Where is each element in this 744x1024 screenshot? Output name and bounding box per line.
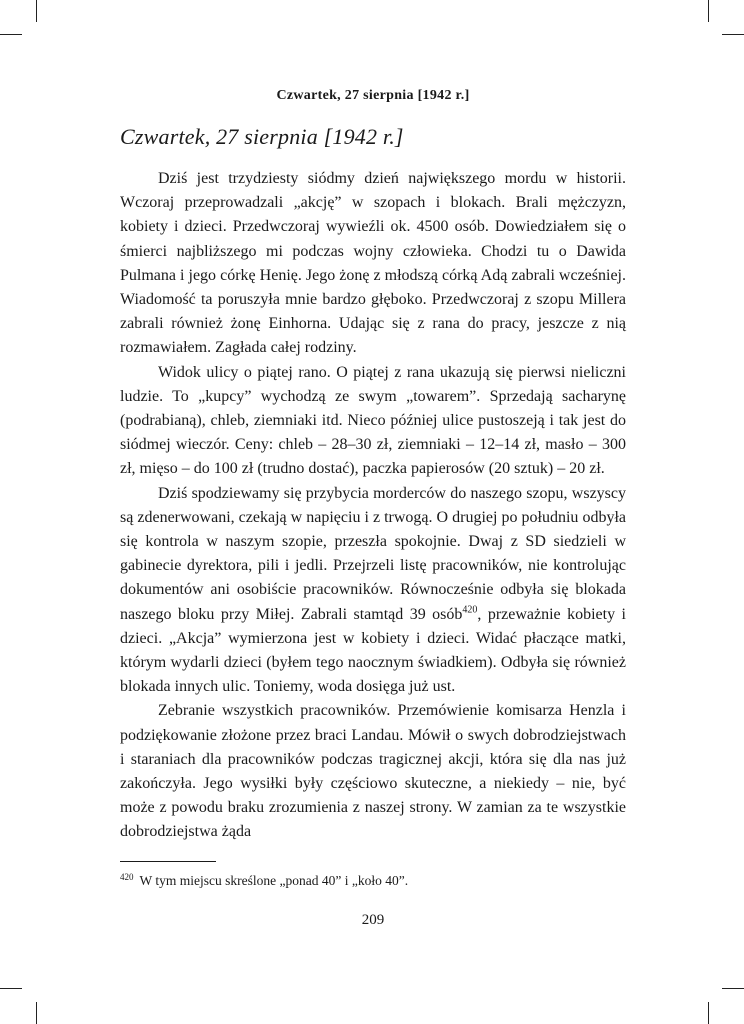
footnote-text: W tym miejscu skreślone „ponad 40” i „koło 40”.	[139, 873, 409, 888]
footnote-divider	[120, 861, 216, 862]
paragraph	[120, 482, 626, 700]
paragraph: Widok ulicy o piątej rano. O piątej z rana ukazują się pierwsi nieliczni ludzie. To „kupcy” wychodzą ze swym „towarem”. Sprzedają sacharynę (podrabianą), chleb, ziemniaki itd. Nieco później ulice pustoszeją i tak jest do siódmej wieczór. Ceny: chleb – 28–30 zł, ziemniaki – 12–14 zł, masło – 300 zł, mięso – do 100 zł (trudno dostać), paczka papierosów (20 sztuk) – 20 zł.	[120, 363, 626, 478]
page-number: 209	[361, 912, 385, 928]
crop-mark	[36, 1002, 37, 1024]
crop-mark	[0, 988, 22, 989]
crop-mark	[722, 34, 744, 35]
running-head: Czwartek, 27 sierpnia [1942 r.]	[276, 88, 470, 103]
footnote-reference[interactable]: 420	[462, 604, 478, 616]
paragraph-text: , przeważnie kobiety i dzieci. „Akcja” wymierzona jest w kobiety i dzieci. Widać płaczące matki, którym wydarli dzieci (byłem tego naocznym świadkiem). Odbyła się również blokada innych ulic. Toniemy, woda dosięga już ust.	[120, 605, 626, 696]
body-text	[120, 167, 626, 845]
crop-mark	[0, 34, 22, 35]
crop-mark	[708, 1002, 709, 1024]
chapter-title: Czwartek, 27 sierpnia [1942 r.]	[120, 124, 404, 149]
footnote	[120, 872, 626, 890]
footnote-number: 420	[120, 871, 134, 882]
paragraph: Dziś jest trzydziesty siódmy dzień największego mordu w historii. Wczoraj przeprowadzali „akcję” w szopach i blokach. Brali mężczyzn, kobiety i dzieci. Przedwczoraj wywieźli ok. 4500 osób. Dowiedziałem się o śmierci najbliższego mi podczas wojny człowieka. Chodzi tu o Dawida Pulmana i jego córkę Henię. Jego żonę z młodszą córką Adą zabrali wcześniej. Wiadomość ta poruszyła mnie bardzo głęboko. Przedwczoraj z szopu Millera zabrali również żonę Einhorna. Udając się z rana do pracy, jeszcze z nią rozmawiałem. Zagłada całej rodziny.	[120, 170, 626, 357]
paragraph: Zebranie wszystkich pracowników. Przemówienie komisarza Henzla i podziękowanie złożone przez braci Landau. Mówił o swych dobrodziejstwach i staraniach dla pracowników podczas tragicznej akcji, która się dla nas już zakończyła. Jego wysiłki były częściowo skuteczne, a niekiedy – nie, być może z powodu braku zrozumienia z naszej strony. W zamian za te wszystkie dobrodziejstwa żąda	[120, 702, 626, 841]
paragraph-text: Dziś spodziewamy się przybycia morderców do naszego szopu, wszyscy są zdenerwowani, czekają w napięciu i z trwogą. O drugiej po południu odbyła się kontrola w naszym szopie, przeszła spokojnie. Dwaj z SD siedzieli w gabinecie dyrektora, pili i jedli. Przejrzeli listę pracowników, nie kontrolując dokumentów ani osobiście pracowników. Równocześnie odbyła się blokada naszego bloku przy Miłej. Zabrali stamtąd 39 osób	[120, 484, 626, 623]
crop-mark	[722, 988, 744, 989]
crop-mark	[36, 0, 37, 22]
crop-mark	[708, 0, 709, 22]
